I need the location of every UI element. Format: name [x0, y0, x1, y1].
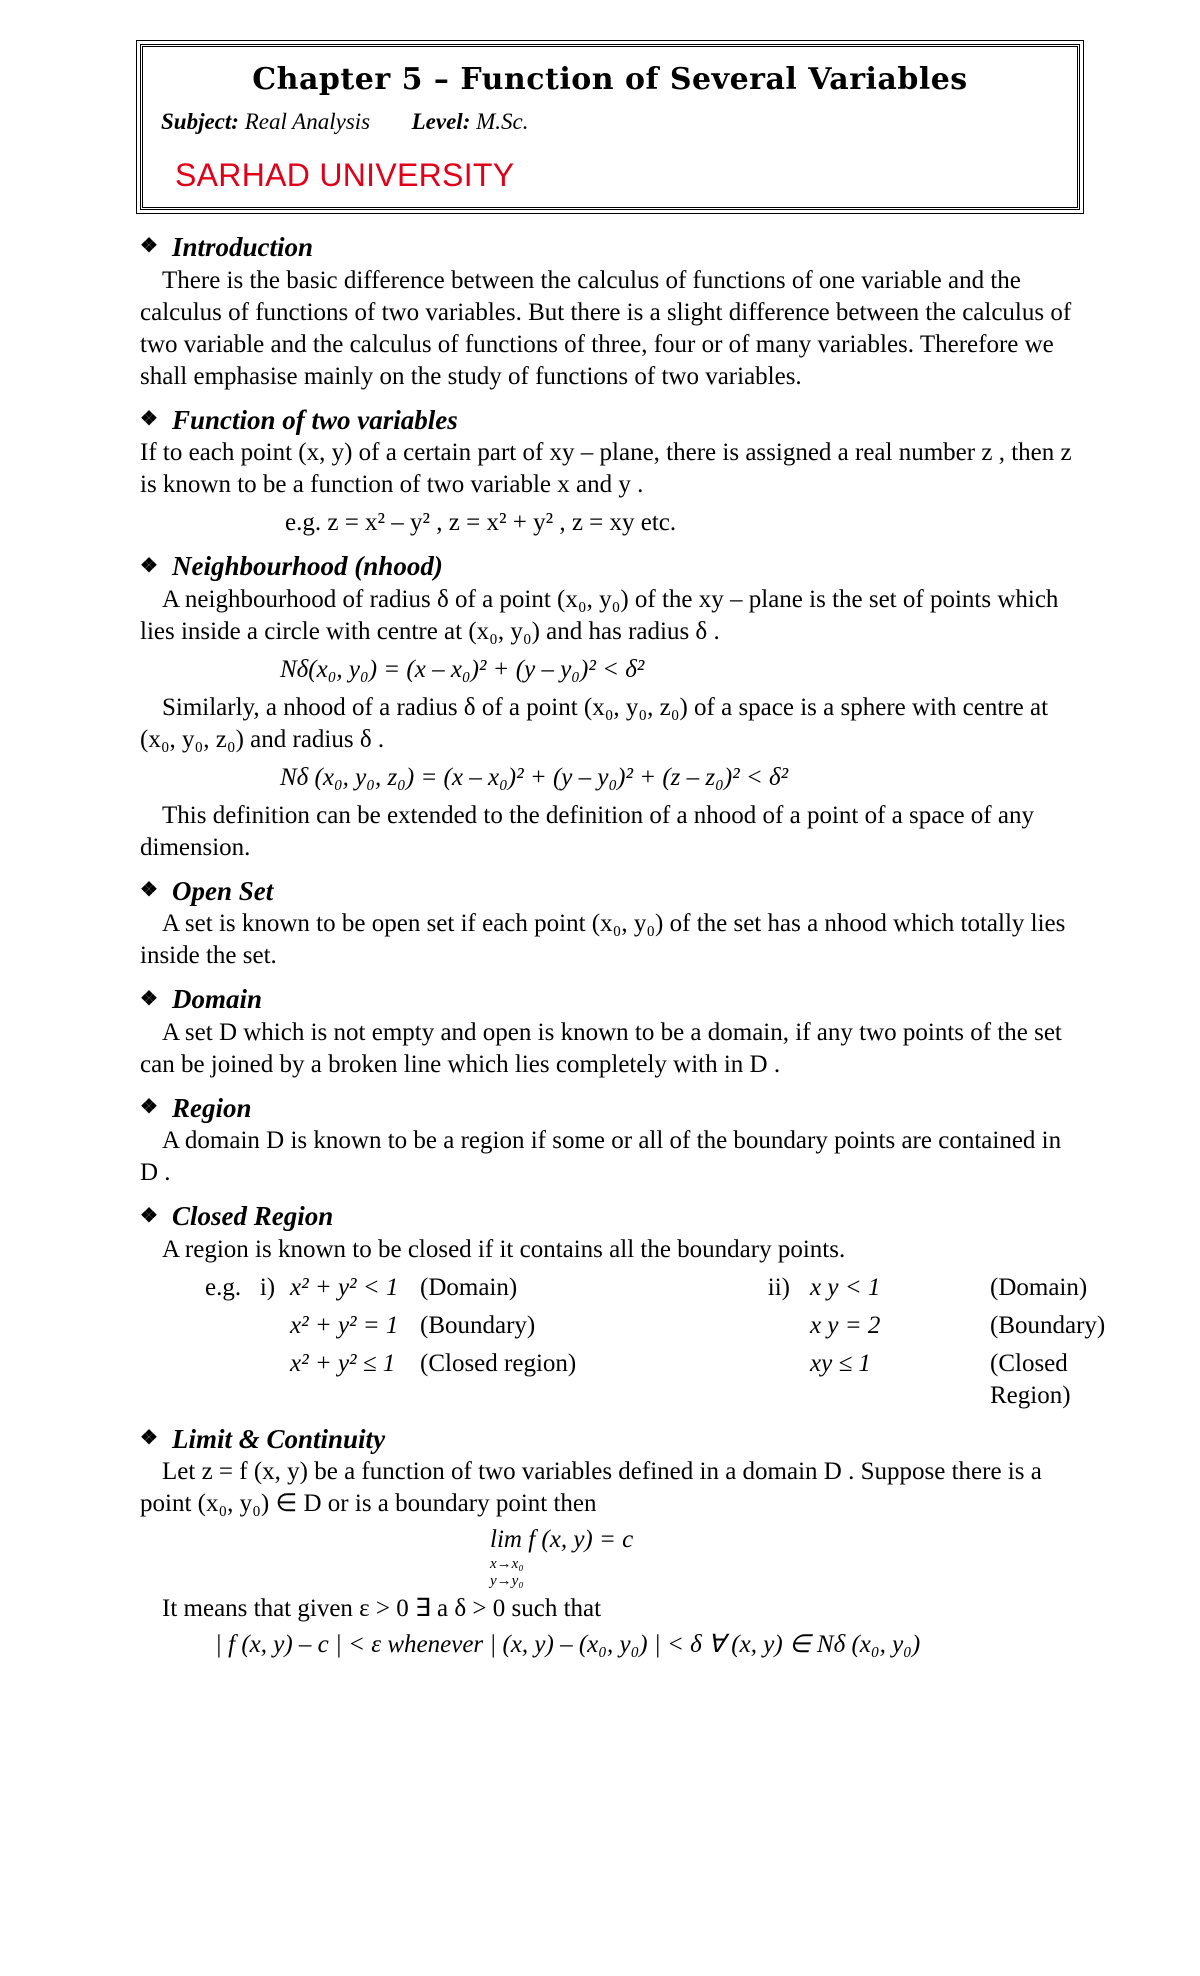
section-closed-region [140, 1199, 1106, 1412]
diamond-bullet-icon: ❖ [140, 408, 158, 431]
example-a-note: (Closed region) [420, 1349, 577, 1377]
example-a-note: (Domain) [420, 1273, 518, 1301]
level-label: Level: [411, 109, 471, 135]
neighbourhood-equation-2: Nδ (x₀, y₀, z₀) = (x – x₀)² + (y – y₀)² + (z – z₀)² < δ² [280, 763, 789, 791]
section-heading: ❖ Region [140, 1092, 252, 1123]
subject-value: Real Analysis [244, 109, 371, 135]
header-box [140, 44, 1080, 210]
closed-region-examples [140, 1272, 1106, 1412]
neighbourhood-text-1: A neighbourhood of radius δ of a point (x₀, y₀) of the xy – plane is the set of points which lies inside a circle with centre at (x₀, y₀) and has radius δ . [140, 585, 1059, 645]
document-page [140, 44, 1106, 1661]
limit-sub-y: y→y₀ [490, 1572, 524, 1589]
domain-text: A set D which is not empty and open is known to be a domain, if any two points of the set can be joined by a broken line which lies completely with in D . [140, 1018, 1062, 1078]
neighbourhood-text-3: This definition can be extended to the definition of a nhood of a point of a space of any dimension. [140, 801, 1034, 861]
section-heading: ❖ Closed Region [140, 1201, 334, 1232]
diamond-bullet-icon: ❖ [140, 235, 158, 258]
subject-line [161, 107, 1059, 136]
limit-expression [140, 1524, 1080, 1589]
example-a: x² + y² < 1 [290, 1273, 399, 1301]
section-introduction [140, 230, 1080, 393]
level-value: M.Sc. [476, 109, 529, 135]
example-a-note: (Boundary) [420, 1311, 536, 1339]
subject-label: Subject: [161, 109, 239, 135]
section-heading: ❖ Limit & Continuity [140, 1423, 386, 1454]
region-text: A domain D is known to be a region if some or all of the boundary points are contained in D . [140, 1127, 1062, 1187]
section-function-two-vars [140, 403, 1080, 540]
diamond-bullet-icon: ❖ [140, 554, 158, 577]
chapter-title: Chapter 5 – Function of Several Variables [252, 62, 968, 97]
diamond-bullet-icon: ❖ [140, 1427, 158, 1450]
function-definition-text: If to each point (x, y) of a certain part of xy – plane, there is assigned a real number z , then z is known to be a function of two variable x and y . [140, 439, 1072, 499]
university-name: SARHAD UNIVERSITY [175, 156, 515, 193]
section-limit-continuity [140, 1422, 1080, 1662]
closed-region-text: A region is known to be closed if it contains all the boundary points. [162, 1235, 846, 1263]
limit-definition-equation: | f (x, y) – c | < ε whenever | (x, y) – (x₀, y₀) | < δ ∀ (x, y) ∈ Nδ (x₀, y₀) [215, 1631, 921, 1659]
example-b-note: (Domain) [990, 1273, 1088, 1301]
section-heading: ❖ Introduction [140, 232, 314, 262]
section-heading: ❖ Open Set [140, 875, 274, 906]
neighbourhood-equation-1: Nδ(x₀, y₀) = (x – x₀)² + (y – y₀)² < δ² [280, 655, 645, 683]
diamond-bullet-icon: ❖ [140, 1204, 158, 1227]
section-open-set [140, 874, 1080, 973]
example-a: x² + y² ≤ 1 [290, 1349, 396, 1377]
limit-text-1: Let z = f (x, y) be a function of two variables defined in a domain D . Suppose there is a point (x₀, y₀) ∈ D or is a boundary point then [140, 1458, 1042, 1518]
ii-label: ii) [767, 1273, 790, 1301]
section-domain [140, 982, 1080, 1081]
example-b: x y = 2 [810, 1311, 881, 1339]
neighbourhood-text-2: Similarly, a nhood of a radius δ of a point (x₀, y₀, z₀) of a space is a sphere with centre at (x₀, y₀, z₀) and radius δ . [140, 693, 1049, 753]
example-b: x y < 1 [810, 1273, 881, 1301]
open-set-text: A set is known to be open set if each point (x₀, y₀) of the set has a nhood which totally lies inside the set. [140, 910, 1066, 970]
section-neighbourhood [140, 549, 1080, 864]
diamond-bullet-icon: ❖ [140, 987, 158, 1010]
example-b: xy ≤ 1 [810, 1349, 871, 1377]
introduction-text: There is the basic difference between the calculus of functions of one variable and the calculus of functions of two variables. But there is a slight difference between the calculus of two variable and the calculus of functions of three, four or of many variables. Therefore we shall emphasise mainly on the study of functions of two variables. [140, 266, 1072, 390]
limit-text-2: It means that given ε > 0 ∃ a δ > 0 such that [162, 1595, 602, 1623]
section-heading: ❖ Domain [140, 984, 263, 1015]
eg-label: e.g. i) [205, 1273, 276, 1301]
example-b-note: (Closed Region) [990, 1349, 1071, 1409]
example-b-note: (Boundary) [990, 1311, 1106, 1339]
function-example: e.g. z = x² – y² , z = x² + y² , z = xy etc. [285, 509, 677, 537]
limit-main: lim f (x, y) = c [490, 1526, 634, 1554]
diamond-bullet-icon: ❖ [140, 879, 158, 902]
example-a: x² + y² = 1 [290, 1311, 399, 1339]
limit-sub-x: x→x₀ [490, 1556, 524, 1573]
section-region [140, 1091, 1080, 1190]
section-heading: ❖ Neighbourhood (nhood) [140, 551, 443, 582]
diamond-bullet-icon: ❖ [140, 1096, 158, 1119]
section-heading: ❖ Function of two variables [140, 404, 458, 435]
